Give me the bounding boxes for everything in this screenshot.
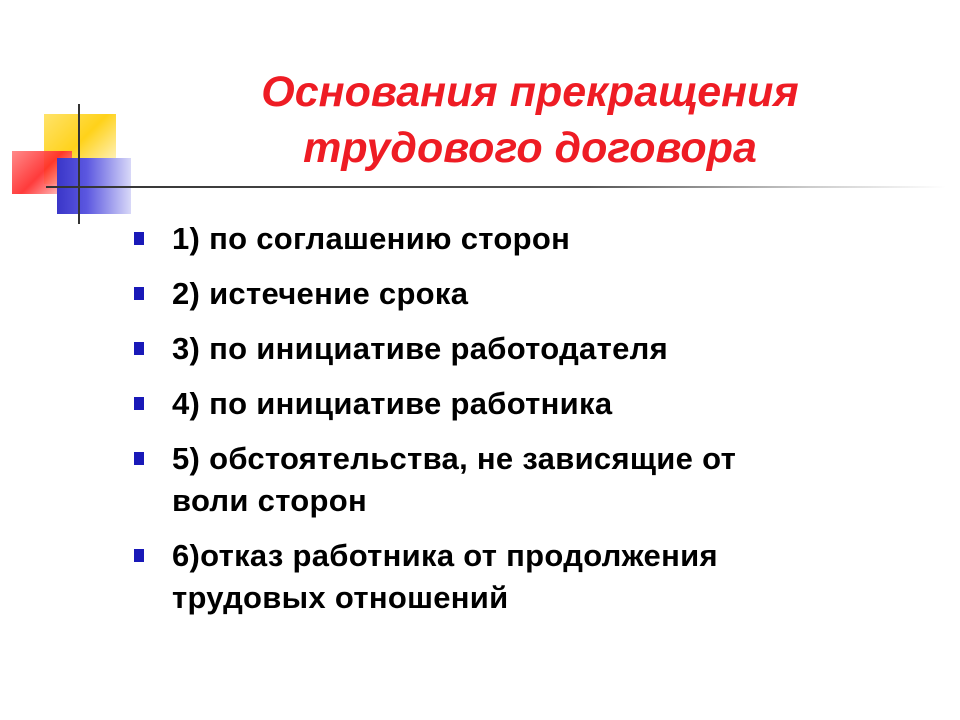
list-item-text: 5) обстоятельства, не зависящие от воли сторон (172, 441, 737, 518)
title-underline (46, 186, 946, 188)
list-item (130, 328, 930, 370)
slide-title-line-1: Основания прекращения (261, 68, 799, 116)
list-item (130, 273, 930, 315)
list-item-text: 6)отказ работника от продолжения трудовых отношений (172, 538, 718, 615)
square-bullet-icon (134, 287, 144, 300)
list-item (130, 383, 930, 425)
square-bullet-icon (134, 549, 144, 562)
decorative-squares-logo (0, 0, 160, 230)
square-bullet-icon (134, 452, 144, 465)
vertical-divider-line (78, 104, 80, 224)
list-item (130, 218, 930, 260)
square-bullet-icon (134, 397, 144, 410)
slide-title (170, 64, 890, 176)
list-item (130, 438, 930, 522)
list-item (130, 535, 930, 619)
slide-title-line-2: трудового договора (303, 124, 757, 172)
list-item-text: 2) истечение срока (172, 276, 469, 311)
bullet-list (130, 218, 930, 632)
square-bullet-icon (134, 342, 144, 355)
square-bullet-icon (134, 232, 144, 245)
list-item-text: 4) по инициативе работника (172, 386, 613, 421)
list-item-text: 1) по соглашению сторон (172, 221, 571, 256)
list-item-text: 3) по инициативе работодателя (172, 331, 668, 366)
